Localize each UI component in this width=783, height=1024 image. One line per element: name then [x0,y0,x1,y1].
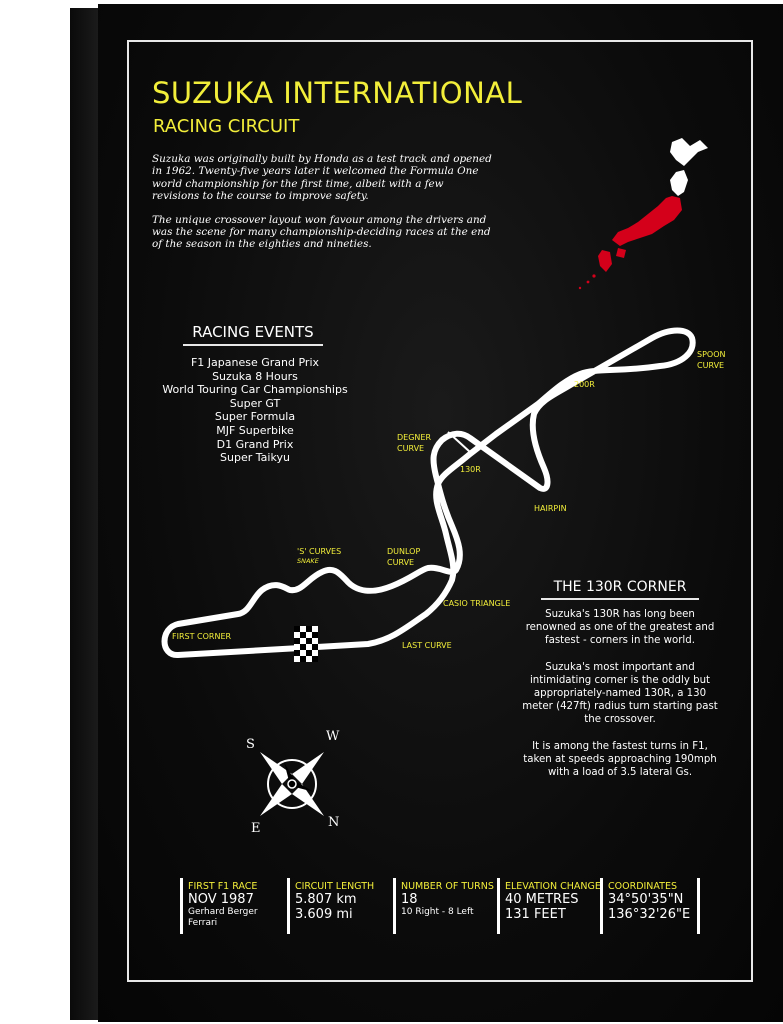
event-item: Super Formula [214,410,296,424]
label-spoon-curve: CURVE [697,361,725,370]
corner-title: THE 130R CORNER [541,579,699,600]
stat-elevation-change [497,878,601,934]
stat-label: COORDINATES [608,881,678,892]
event-item: Super Taikyu [220,451,290,465]
label-130r: 130R [460,465,481,474]
stat-label: ELEVATION CHANGE [505,881,601,892]
stat-label: FIRST F1 RACE [188,881,258,892]
label-200r: 200R [574,380,595,389]
stat-circuit-length [287,878,374,934]
label-dunlop-curve: CURVE [387,558,415,567]
stat-value-2: 3.609 mi [295,907,353,922]
compass-s: S [246,737,255,752]
stat-coordinates [600,878,690,934]
stat-value: NOV 1987 [188,892,254,907]
stat-sub: Gerhard Berger [188,907,258,917]
event-item: D1 Grand Prix [216,437,294,451]
stat-value: 5.807 km [295,892,357,907]
label-last-curve: LAST CURVE [402,641,452,650]
stat-sub: Ferrari [188,918,218,928]
corner-paragraph-2: Suzuka's most important and intimidating corner is the oddly but appropriately-named 130R, a 130 meter (427ft) radius turn starting past the crossover. [522,661,718,726]
compass-rose-icon [260,752,324,816]
event-item: Suzuka 8 Hours [212,369,298,383]
chequered-flag-icon [294,626,318,662]
poster-title: SUZUKA INTERNATIONAL [152,76,523,110]
intro-paragraph-1: Suzuka was originally built by Honda as a test track and opened in 1962. Twenty-five years later it welcomed the Formula One world championship for the first time, albeit with a few revisions to the course to improve safety. [152,153,492,203]
intro-paragraph-2: The unique crossover layout won favour among the drivers and was the scene for many championship-deciding races at the end of the season in the eighties and nineties. [152,213,491,251]
event-item: F1 Japanese Grand Prix [190,356,320,369]
racing-events-title: RACING EVENTS [183,323,323,346]
stat-value: 18 [401,892,418,907]
label-spoon: SPOON [697,350,726,359]
event-item: MJF Superbike [216,423,294,437]
circuit-track-line [165,331,693,656]
event-item: Super GT [229,396,281,410]
label-s-curves: 'S' CURVES [297,547,342,556]
compass-w: W [326,729,340,744]
label-hairpin: HAIRPIN [534,504,567,513]
corner-paragraph-1: Suzuka's 130R has long been renowned as one of the greatest and fastest - corners in the world. [525,609,715,647]
compass-e: E [251,821,261,836]
stat-value-2: 131 FEET [505,907,566,922]
stat-value: 40 METRES [505,892,579,907]
stats-end-bar [697,878,700,934]
stat-first-race [180,878,258,934]
label-snake: SNAKE [297,557,319,565]
stat-value-2: 136°32'26"E [608,907,691,922]
stat-label: NUMBER OF TURNS [401,881,494,892]
label-degner-curve: CURVE [397,444,425,453]
compass-n: N [328,815,340,830]
corner-paragraph-3: It is among the fastest turns in F1, taken at speeds approaching 190mph with a load of 3.5 lateral Gs. [523,740,717,779]
event-item: World Touring Car Championships [162,383,348,397]
label-dunlop: DUNLOP [387,547,421,556]
corner-text [519,608,721,792]
label-degner: DEGNER [397,433,432,442]
label-first-corner: FIRST CORNER [172,632,232,641]
stat-sub: 10 Right - 8 Left [401,907,474,917]
poster-subtitle: RACING CIRCUIT [153,116,300,137]
stat-value: 34°50'35"N [608,892,684,907]
label-casio-triangle: CASIO TRIANGLE [443,599,511,608]
stat-number-of-turns [393,878,494,934]
stat-label: CIRCUIT LENGTH [295,881,375,892]
